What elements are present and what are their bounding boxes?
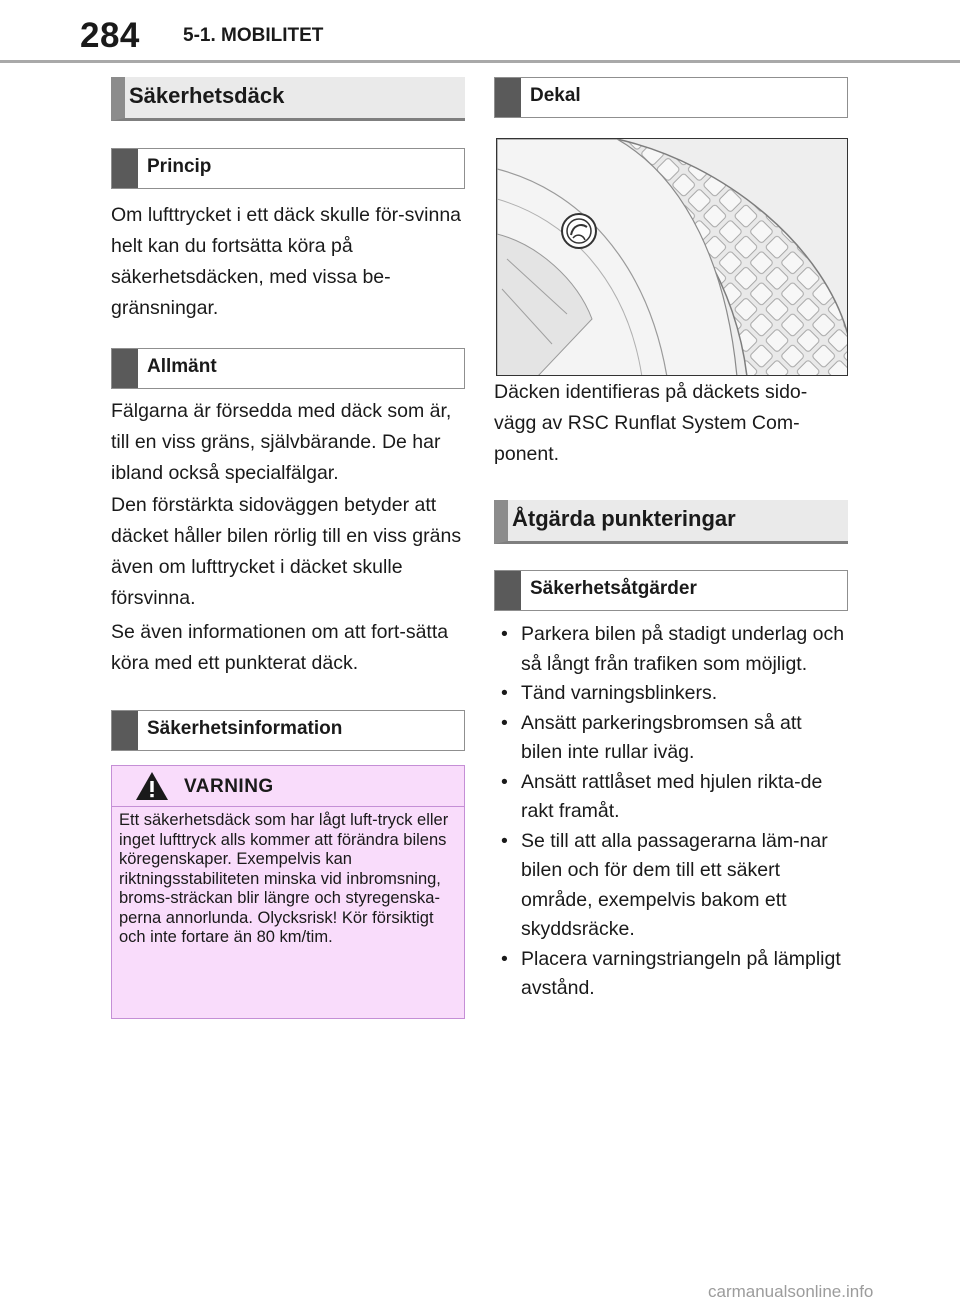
list-item: • Ansätt parkeringsbromsen så att bilen inte rullar iväg. <box>501 711 802 763</box>
list-item: • Tänd varningsblinkers. <box>501 682 718 704</box>
general-paragraph-2: Den förstärkta sidoväggen betyder att däcket håller bilen rörlig till en viss gräns även om lufttrycket i däcket skulle försvinna. <box>111 494 462 609</box>
watermark: carmanualsonline.info <box>708 1282 874 1301</box>
section-title: Säkerhetsdäck <box>129 83 285 108</box>
warning-text: Ett säkerhetsdäck som har lågt luft-tryck eller inget lufttryck alls kommer att förändra bilens köregenskaper. Exempelvis kan riktningsstabiliteten minska vid inbromsning, broms-sträckan blir längre och styregenska-perna annorlunda. Olycksrisk! Kör försiktigt och inte fortare än 80 km/tim. <box>119 811 449 946</box>
warning-header <box>112 766 464 807</box>
subheading-label: Säkerhetsinformation <box>147 718 343 739</box>
page-number: 284 <box>80 16 140 55</box>
warning-title: VARNING <box>184 776 274 797</box>
general-paragraph-1: Fälgarna är försedda med däck som är, till en viss gräns, självbärande. De har ibland också specialfälgar. <box>111 400 452 484</box>
subheading-label: Princip <box>147 156 212 177</box>
warning-box <box>111 765 465 1019</box>
list-item: • Placera varningstriangeln på lämpligt avstånd. <box>501 947 841 999</box>
general-paragraph-3: Se även informationen om att fort-sätta köra med ett punkterat däck. <box>111 621 449 674</box>
subheading-decal <box>494 77 848 118</box>
header-rule <box>0 60 960 63</box>
list-item: • Se till att alla passagerarna läm-nar bilen och för dem till ett säkert område, exempelvis bakom ett skyddsräcke. <box>501 829 828 940</box>
subheading-safety-info <box>111 710 465 751</box>
list-item: • Ansätt rattlåset med hjulen rikta-de rakt framåt. <box>501 770 823 822</box>
tire-sidewall-illustration <box>496 138 848 376</box>
subheading-safety-measures <box>494 570 848 611</box>
page-header <box>0 0 960 70</box>
subheading-label: Allmänt <box>147 356 217 377</box>
subheading-label: Säkerhetsåtgärder <box>530 578 697 599</box>
heading-bar <box>112 149 138 188</box>
tire-drawing <box>497 139 848 376</box>
subheading-label: Dekal <box>530 85 581 106</box>
safety-measures-list <box>494 620 848 1004</box>
subheading-general <box>111 348 465 389</box>
principle-text: Om lufttrycket i ett däck skulle för-svinna helt kan du fortsätta köra på säkerhetsdäcken, med vissa be-gränsningar. <box>111 204 462 319</box>
decal-caption: Däcken identifieras på däckets sido-vägg av RSC Runflat System Com-ponent. <box>494 381 808 465</box>
section-heading-fix-punctures <box>494 500 848 544</box>
heading-bar <box>495 571 521 610</box>
list-item: • Parkera bilen på stadigt underlag och så långt från trafiken som möjligt. <box>501 623 845 675</box>
heading-bar <box>495 78 521 117</box>
subheading-principle <box>111 148 465 189</box>
heading-bar <box>112 349 138 388</box>
warning-triangle-icon <box>134 770 170 802</box>
section-title: Åtgärda punkteringar <box>512 506 736 531</box>
section-heading-safety-tires <box>111 77 465 121</box>
heading-bar <box>112 711 138 750</box>
rsc-logo-icon <box>562 214 596 248</box>
chapter-title: 5-1. MOBILITET <box>183 25 324 46</box>
